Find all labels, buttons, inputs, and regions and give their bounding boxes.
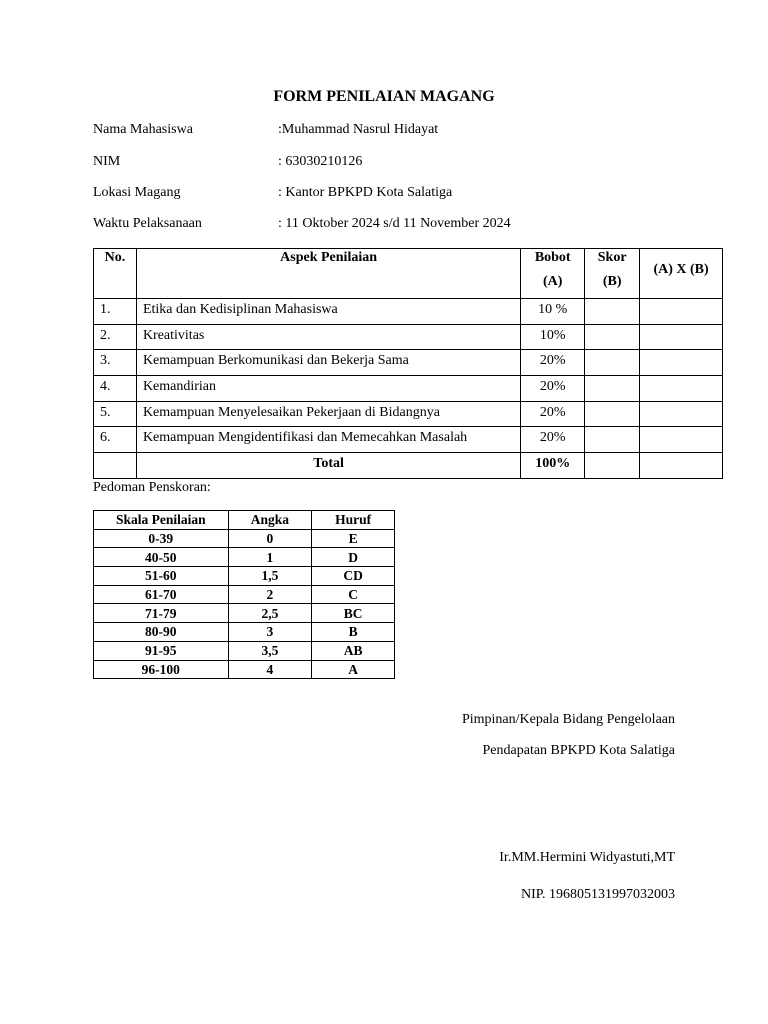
- row-hasil[interactable]: [640, 376, 723, 402]
- scale-row: [94, 641, 395, 660]
- row-hasil[interactable]: [640, 427, 723, 453]
- scale-angka: 2: [228, 585, 312, 604]
- signature-nip: NIP. 196805131997032003: [520, 887, 675, 902]
- scale-range: 80-90: [94, 623, 229, 642]
- header-bobot: [521, 249, 585, 299]
- scale-header-row: [94, 511, 395, 530]
- scale-angka: 4: [228, 660, 312, 679]
- total-empty-cell: [94, 453, 137, 479]
- row-hasil[interactable]: [640, 350, 723, 376]
- total-bobot: 100%: [521, 453, 585, 479]
- row-no: 4.: [94, 376, 137, 402]
- info-value: : 11 Oktober 2024 s/d 11 November 2024: [278, 216, 511, 231]
- row-aspek: Kemampuan Mengidentifikasi dan Memecahkan Masalah: [136, 427, 520, 453]
- signature-name: Ir.MM.Hermini Widyastuti,MT: [499, 850, 675, 865]
- row-skor[interactable]: [585, 299, 640, 325]
- scale-huruf: D: [312, 548, 395, 567]
- scale-header: Angka: [228, 511, 312, 530]
- header-bobot-label: Bobot: [534, 250, 571, 265]
- header-skor-label: Skor: [597, 250, 627, 265]
- table-row: [94, 324, 723, 350]
- scale-angka: 1: [228, 548, 312, 567]
- table-row: [94, 401, 723, 427]
- info-value: : Kantor BPKPD Kota Salatiga: [278, 185, 453, 200]
- row-bobot: 10 %: [521, 299, 585, 325]
- scale-row: [94, 623, 395, 642]
- total-row: [94, 453, 723, 479]
- table-row: [94, 427, 723, 453]
- scale-range: 71-79: [94, 604, 229, 623]
- row-hasil[interactable]: [640, 299, 723, 325]
- header-skor-sub: (B): [602, 274, 622, 289]
- scale-header: Skala Penilaian: [94, 511, 229, 530]
- scale-huruf: B: [312, 623, 395, 642]
- table-row: [94, 350, 723, 376]
- header-no: No.: [94, 249, 137, 299]
- total-hasil[interactable]: [640, 453, 723, 479]
- pedoman-label: Pedoman Penskoran:: [93, 480, 211, 495]
- row-hasil[interactable]: [640, 324, 723, 350]
- table-row: [94, 299, 723, 325]
- header-aspek: Aspek Penilaian: [136, 249, 520, 299]
- row-skor[interactable]: [585, 324, 640, 350]
- scale-range: 91-95: [94, 641, 229, 660]
- info-label: Nama Mahasiswa: [93, 122, 193, 137]
- row-no: 2.: [94, 324, 137, 350]
- scale-row: [94, 548, 395, 567]
- scale-row: [94, 604, 395, 623]
- scale-row: [94, 585, 395, 604]
- info-label: Lokasi Magang: [93, 185, 181, 200]
- signature-title-line1: Pimpinan/Kepala Bidang Pengelolaan: [461, 712, 675, 727]
- row-no: 3.: [94, 350, 137, 376]
- row-no: 1.: [94, 299, 137, 325]
- scale-angka: 1,5: [228, 567, 312, 586]
- scale-header: Huruf: [312, 511, 395, 530]
- total-label: Total: [136, 453, 520, 479]
- scale-range: 40-50: [94, 548, 229, 567]
- info-label: Waktu Pelaksanaan: [93, 216, 202, 231]
- row-bobot: 20%: [521, 401, 585, 427]
- header-hasil: (A) X (B): [640, 249, 723, 299]
- row-skor[interactable]: [585, 376, 640, 402]
- signature-title-line2: Pendapatan BPKPD Kota Salatiga: [482, 743, 675, 758]
- scale-huruf: AB: [312, 641, 395, 660]
- scale-huruf: A: [312, 660, 395, 679]
- scale-range: 0-39: [94, 529, 229, 548]
- info-value: :Muhammad Nasrul Hidayat: [278, 122, 439, 137]
- row-bobot: 20%: [521, 427, 585, 453]
- row-no: 6.: [94, 427, 137, 453]
- scale-huruf: CD: [312, 567, 395, 586]
- scale-row: [94, 660, 395, 679]
- scale-huruf: C: [312, 585, 395, 604]
- header-bobot-sub: (A): [542, 274, 563, 289]
- row-skor[interactable]: [585, 401, 640, 427]
- assessment-table: [93, 248, 723, 479]
- info-label: NIM: [93, 154, 121, 169]
- scale-huruf: BC: [312, 604, 395, 623]
- row-aspek: Kreativitas: [136, 324, 520, 350]
- scale-range: 61-70: [94, 585, 229, 604]
- row-skor[interactable]: [585, 350, 640, 376]
- scoring-scale-table: [93, 510, 395, 679]
- header-skor: [585, 249, 640, 299]
- scale-angka: 3: [228, 623, 312, 642]
- scale-row: [94, 529, 395, 548]
- row-bobot: 10%: [521, 324, 585, 350]
- assessment-header-row: [94, 249, 723, 299]
- row-aspek: Etika dan Kedisiplinan Mahasiswa: [136, 299, 520, 325]
- total-skor[interactable]: [585, 453, 640, 479]
- scale-range: 51-60: [94, 567, 229, 586]
- scale-angka: 2,5: [228, 604, 312, 623]
- row-skor[interactable]: [585, 427, 640, 453]
- row-aspek: Kemampuan Menyelesaikan Pekerjaan di Bidangnya: [136, 401, 520, 427]
- scale-angka: 3,5: [228, 641, 312, 660]
- row-aspek: Kemandirian: [136, 376, 520, 402]
- scale-huruf: E: [312, 529, 395, 548]
- page-title: FORM PENILAIAN MAGANG: [273, 88, 495, 105]
- scale-angka: 0: [228, 529, 312, 548]
- row-hasil[interactable]: [640, 401, 723, 427]
- row-aspek: Kemampuan Berkomunikasi dan Bekerja Sama: [136, 350, 520, 376]
- row-no: 5.: [94, 401, 137, 427]
- scale-range: 96-100: [94, 660, 229, 679]
- row-bobot: 20%: [521, 376, 585, 402]
- info-value: : 63030210126: [278, 154, 363, 169]
- row-bobot: 20%: [521, 350, 585, 376]
- table-row: [94, 376, 723, 402]
- scale-row: [94, 567, 395, 586]
